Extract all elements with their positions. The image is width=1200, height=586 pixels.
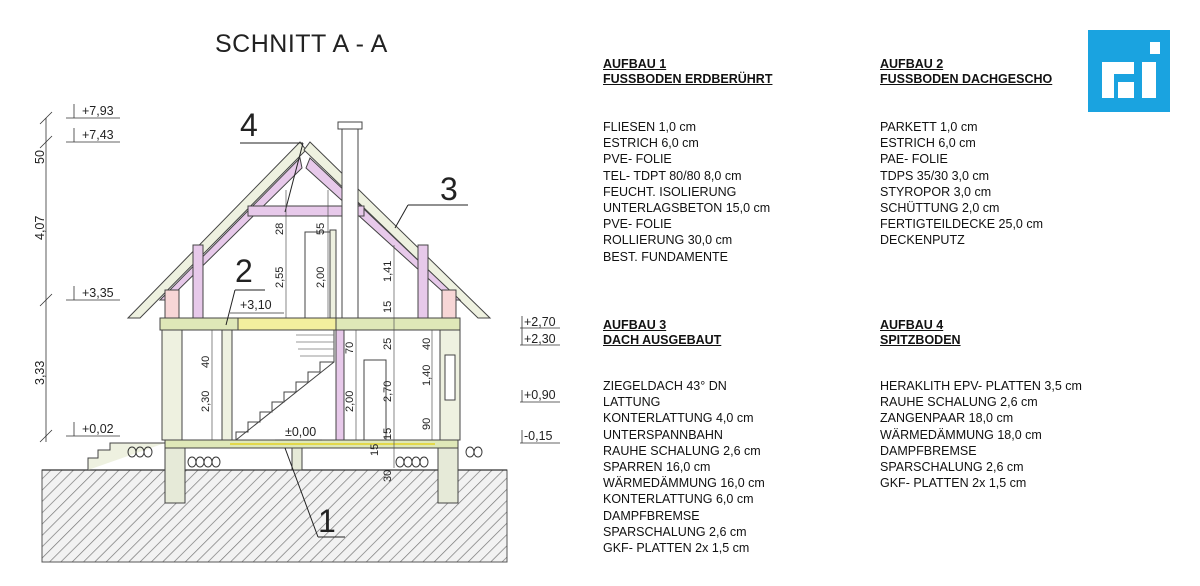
- dim-255: 2,55: [274, 266, 286, 288]
- section-4-item: GKF- PLATTEN 2x 1,5 cm: [880, 476, 1027, 491]
- callout-4: 4: [240, 107, 258, 143]
- section-4-item: HERAKLITH EPV- PLATTEN 3,5 cm: [880, 379, 1082, 393]
- dim-70: 70: [344, 341, 356, 354]
- foundation-right: [438, 448, 458, 503]
- section-1-item: FLIESEN 1,0 cm: [603, 120, 697, 134]
- dim-30: 30: [382, 469, 394, 482]
- section-3-item: WÄRMEDÄMMUNG 16,0 cm: [603, 476, 765, 491]
- section-1-item: ESTRICH 6,0 cm: [603, 136, 699, 151]
- section-1-item: FEUCHT. ISOLIERUNG: [603, 184, 737, 199]
- foundation-mid: [292, 448, 302, 470]
- section-2-item: PAE- FOLIE: [880, 152, 948, 167]
- section-3-item: SPARSCHALUNG 2,6 cm: [603, 524, 747, 539]
- level-right-090: +0,90: [524, 388, 556, 402]
- section-2-heading: [880, 57, 1068, 87]
- dim-outer-50: 50: [33, 150, 47, 164]
- knee-wall-right: [442, 290, 456, 318]
- section-3-item: UNTERSPANNBAHN: [603, 427, 723, 442]
- section-2-item: STYROPOR 3,0 cm: [880, 184, 992, 199]
- chimney-cap: [338, 122, 362, 129]
- stair-opening-slab: [238, 318, 336, 330]
- dim-outer-333: 3,33: [33, 360, 47, 385]
- section-2-item: ESTRICH 6,0 cm: [880, 136, 976, 151]
- section-3-item: RAUHE SCHALUNG 2,6 cm: [603, 443, 761, 458]
- level-left-793: +7,93: [82, 104, 114, 118]
- section-2-item: PARKETT 1,0 cm: [880, 120, 978, 134]
- section-2-item: FERTIGTEILDECKE 25,0 cm: [880, 217, 1044, 232]
- dim-25: 25: [382, 337, 394, 350]
- interior-wall-left: [222, 330, 232, 440]
- section-2-list: [880, 119, 1043, 249]
- attic-stud-right: [418, 245, 428, 318]
- dim-141: 1,41: [382, 260, 394, 282]
- callout-3: 3: [440, 171, 458, 207]
- section-3-item: ZIEGELDACH 43° DN: [603, 379, 727, 393]
- dim-90: 90: [421, 417, 433, 430]
- level-right-015: -0,15: [524, 429, 553, 443]
- section-4-subtitle: SPITZBODEN: [880, 333, 961, 347]
- entrance-steps: [88, 443, 165, 470]
- level-right-270: +2,70: [524, 315, 556, 329]
- section-1-item: PVE- FOLIE: [603, 152, 672, 167]
- dim-28: 28: [274, 222, 286, 235]
- level-right-230: +2,30: [524, 332, 556, 346]
- section-2-title: AUFBAU 2: [880, 57, 944, 71]
- knee-wall-left: [165, 290, 179, 318]
- dim-270: 2,70: [382, 380, 394, 402]
- stair-upper-flight: [296, 335, 334, 356]
- section-4-title: AUFBAU 4: [880, 318, 944, 332]
- level-inner-310: +3,10: [240, 298, 272, 312]
- section-1-subtitle: FUSSBODEN ERDBERÜHRT: [603, 72, 773, 86]
- section-3-item: KONTERLATTUNG 6,0 cm: [603, 492, 754, 507]
- interior-wall-upper: [330, 230, 336, 318]
- level-zero: ±0,00: [285, 425, 317, 439]
- section-4-item: SPARSCHALUNG 2,6 cm: [880, 460, 1024, 475]
- section-3-heading: [603, 318, 721, 348]
- dim-230: 2,30: [200, 390, 212, 412]
- section-3-item: LATTUNG: [603, 395, 661, 410]
- section-2-item: TDPS 35/30 3,0 cm: [880, 168, 990, 183]
- wall-left-ground: [162, 330, 182, 440]
- dim-15-lower: 15: [382, 427, 394, 440]
- section-1-list: [603, 119, 770, 265]
- dim-15-upper: 15: [382, 300, 394, 313]
- dim-200-upper: 2,00: [315, 266, 327, 288]
- section-1-item: TEL- TDPT 80/80 8,0 cm: [603, 168, 742, 183]
- section-3-title: AUFBAU 3: [603, 318, 667, 332]
- callout-2: 2: [235, 253, 253, 289]
- window-right: [445, 355, 455, 400]
- level-left-335: +3,35: [82, 286, 114, 300]
- dim-outer-407: 4,07: [33, 215, 47, 240]
- dim-40-right: 40: [421, 337, 433, 350]
- foundation-left: [165, 448, 185, 503]
- attic-stud-left: [193, 245, 203, 318]
- interior-wall: [336, 330, 344, 440]
- brand-logo-mark: [1088, 30, 1170, 112]
- section-3-item: KONTERLATTUNG 4,0 cm: [603, 411, 754, 426]
- section-3-item: DAMPFBREMSE: [603, 508, 700, 523]
- section-2-item: SCHÜTTUNG 2,0 cm: [880, 201, 1000, 216]
- section-4-item: DAMPFBREMSE: [880, 443, 977, 458]
- brand-logo: [1088, 30, 1170, 112]
- section-1-item: UNTERLAGSBETON 15,0 cm: [603, 201, 771, 216]
- section-1-title: AUFBAU 1: [603, 57, 667, 71]
- section-4-item: RAUHE SCHALUNG 2,6 cm: [880, 395, 1038, 410]
- section-1-item: ROLLIERUNG 30,0 cm: [603, 233, 733, 248]
- staircase: [236, 330, 334, 440]
- section-1-heading: [603, 57, 772, 87]
- section-3-subtitle: DACH AUSGEBAUT: [603, 333, 722, 347]
- section-3-item: GKF- PLATTEN 2x 1,5 cm: [603, 541, 750, 556]
- drawing-title: SCHNITT A - A: [215, 30, 388, 58]
- section-4-heading: [880, 318, 961, 348]
- section-4-list: [880, 378, 1082, 491]
- chimney: [342, 128, 358, 318]
- section-drawing: [0, 0, 556, 586]
- dim-40-left: 40: [200, 355, 212, 368]
- section-1-item: BEST. FUNDAMENTE: [603, 249, 729, 264]
- section-4-item: WÄRMEDÄMMUNG 18,0 cm: [880, 427, 1042, 442]
- section-3-list: [603, 378, 765, 556]
- left-dimension-chain: [40, 104, 120, 442]
- callout-1: 1: [318, 503, 336, 539]
- ground-soil: [42, 470, 507, 562]
- level-left-743: +7,43: [82, 128, 114, 142]
- dim-15-base: 15: [369, 443, 381, 456]
- level-left-002: +0,02: [82, 422, 114, 436]
- section-2-subtitle: FUSSBODEN DACHGESCHO: [880, 72, 1053, 86]
- dim-200-lower: 2,00: [344, 390, 356, 412]
- section-1-item: PVE- FOLIE: [603, 217, 672, 232]
- section-3-item: SPARREN 16,0 cm: [603, 460, 711, 475]
- dim-55: 55: [315, 222, 327, 235]
- dim-140: 1,40: [421, 364, 433, 386]
- section-2-item: DECKENPUTZ: [880, 233, 965, 248]
- section-4-item: ZANGENPAAR 18,0 cm: [880, 411, 1014, 426]
